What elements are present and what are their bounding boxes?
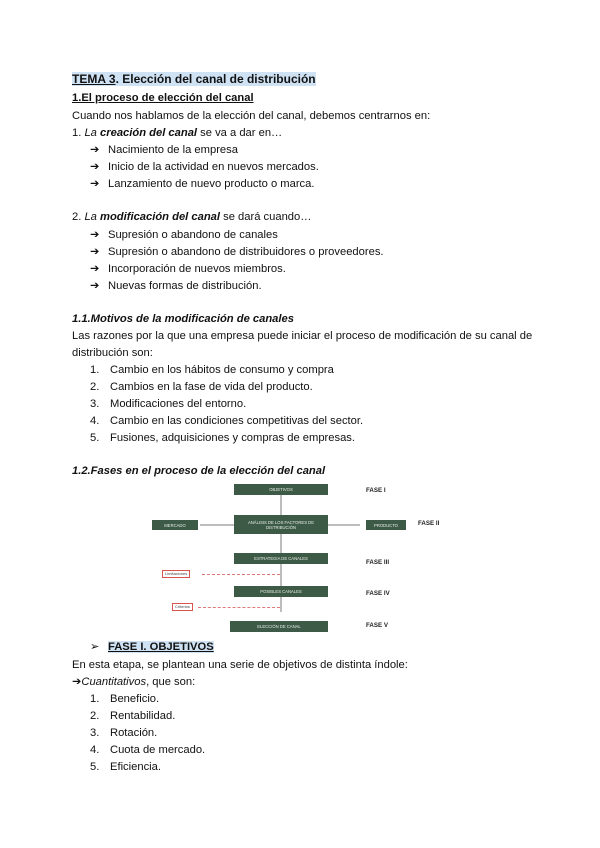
list-item-text: Nacimiento de la empresa [108, 144, 238, 156]
fase-label: FASE II [418, 520, 440, 527]
item-number: 5. [90, 432, 100, 444]
modification-prefix: 2. [72, 211, 85, 223]
fase1-title: FASE I. OBJETIVOS [108, 641, 214, 653]
list-item [90, 177, 314, 191]
item-text: Cambio en las condiciones competitivas del sector. [110, 415, 364, 427]
modification-term: modificación del canal [100, 211, 221, 223]
creation-rest: se va a dar en… [197, 127, 283, 139]
item-number: 2. [90, 710, 100, 722]
numbered-item [90, 709, 175, 723]
box-posibles: POSIBLES CANALES [234, 586, 328, 597]
list-item [90, 143, 238, 157]
arrow-icon: ➔ [90, 229, 100, 241]
numbered-item [90, 363, 334, 377]
dashed-connector [198, 607, 280, 608]
item-text: Fusiones, adquisiciones y compras de empresas. [110, 432, 355, 444]
criterios-label: Criterios [172, 603, 193, 611]
fase1-heading [90, 640, 214, 654]
fase-label: FASE III [366, 559, 390, 566]
item-text: Rentabilidad. [110, 710, 176, 722]
section-1-title: 1.El proceso de elección del canal [72, 92, 254, 104]
main-heading [72, 72, 316, 86]
item-number: 4. [90, 744, 100, 756]
fase-label: FASE I [366, 487, 386, 494]
item-number: 3. [90, 727, 100, 739]
box-objetivos: OBJETIVOS [234, 484, 328, 495]
list-item-text: Supresión o abandono de canales [108, 229, 278, 241]
creation-article: La [84, 127, 101, 139]
modification-article: La [84, 211, 101, 223]
box-producto: PRODUCTO [366, 520, 406, 530]
cuantitativos-line [72, 675, 195, 689]
item-text: Cambios en la fase de vida del producto. [110, 381, 313, 393]
list-item-text: Inicio de la actividad en nuevos mercados. [108, 161, 319, 173]
item-number: 2. [90, 381, 100, 393]
numbered-item [90, 431, 355, 445]
item-text: Beneficio. [110, 693, 160, 705]
box-analisis: ANÁLISIS DE LOS FACTORES DE DISTRIBUCIÓN [234, 515, 328, 534]
list-item [90, 228, 278, 242]
arrow-icon: ➔ [90, 263, 100, 275]
list-item [90, 279, 262, 293]
item-number: 4. [90, 415, 100, 427]
heading-text: . Elección del canal de distribución [115, 72, 316, 86]
section-1-2-title: 1.2.Fases en el proceso de la elección del canal [72, 465, 326, 477]
item-number: 3. [90, 398, 100, 410]
limitaciones-label: Limitaciones [162, 570, 190, 578]
numbered-item [90, 692, 159, 706]
item-number: 1. [90, 693, 100, 705]
triangle-arrow-icon: ➢ [90, 641, 100, 653]
heading-tema: TEMA 3 [72, 72, 116, 86]
dashed-connector [202, 574, 280, 575]
cuantitativos-term: Cuantitativos [81, 676, 147, 688]
list-item-text: Lanzamiento de nuevo producto o marca. [108, 178, 315, 190]
arrow-icon: ➔ [90, 280, 100, 292]
creation-paragraph [72, 126, 282, 140]
list-item [90, 160, 319, 174]
cuantitativos-rest: , que son: [146, 676, 196, 688]
section-1-1-intro-line2: distribución son: [72, 347, 153, 359]
section-1-1-title: 1.1.Motivos de la modificación de canales [72, 313, 294, 325]
arrow-icon: ➔ [72, 676, 82, 688]
box-estrategia: ESTRATEGIA DE CANALES [234, 553, 328, 564]
arrow-icon: ➔ [90, 178, 100, 190]
item-text: Rotación. [110, 727, 158, 739]
list-item-text: Supresión o abandono de distribuidores o proveedores. [108, 246, 384, 258]
numbered-item [90, 726, 157, 740]
creation-prefix: 1. [72, 127, 85, 139]
item-number: 5. [90, 761, 100, 773]
list-item-text: Incorporación de nuevos miembros. [108, 263, 286, 275]
list-item [90, 245, 384, 259]
section-1-intro: Cuando nos hablamos de la elección del canal, debemos centrarnos en: [72, 110, 431, 122]
modification-rest: se dará cuando… [220, 211, 312, 223]
section-1-1-intro-line1: Las razones por la que una empresa puede iniciar el proceso de modificación de su canal de [72, 330, 533, 342]
creation-term: creación del canal [100, 127, 198, 139]
item-text: Modificaciones del entorno. [110, 398, 247, 410]
modification-paragraph [72, 210, 311, 224]
list-item-text: Nuevas formas de distribución. [108, 280, 262, 292]
fase-label: FASE V [366, 622, 389, 629]
item-text: Cuota de mercado. [110, 744, 206, 756]
phases-diagram [150, 482, 450, 637]
numbered-item [90, 380, 313, 394]
list-item [90, 262, 286, 276]
numbered-item [90, 397, 246, 411]
numbered-item [90, 743, 205, 757]
fase-label: FASE IV [366, 590, 390, 597]
arrow-icon: ➔ [90, 161, 100, 173]
item-number: 1. [90, 364, 100, 376]
numbered-item [90, 414, 363, 428]
box-eleccion: ELECCIÓN DE CANAL [230, 621, 328, 632]
item-text: Cambio en los hábitos de consumo y compra [110, 364, 334, 376]
item-text: Eficiencia. [110, 761, 161, 773]
numbered-item [90, 760, 161, 774]
arrow-icon: ➔ [90, 144, 100, 156]
fase1-intro: En esta etapa, se plantean una serie de objetivos de distinta índole: [72, 659, 408, 671]
box-mercado: MERCADO [152, 520, 198, 530]
arrow-icon: ➔ [90, 246, 100, 258]
